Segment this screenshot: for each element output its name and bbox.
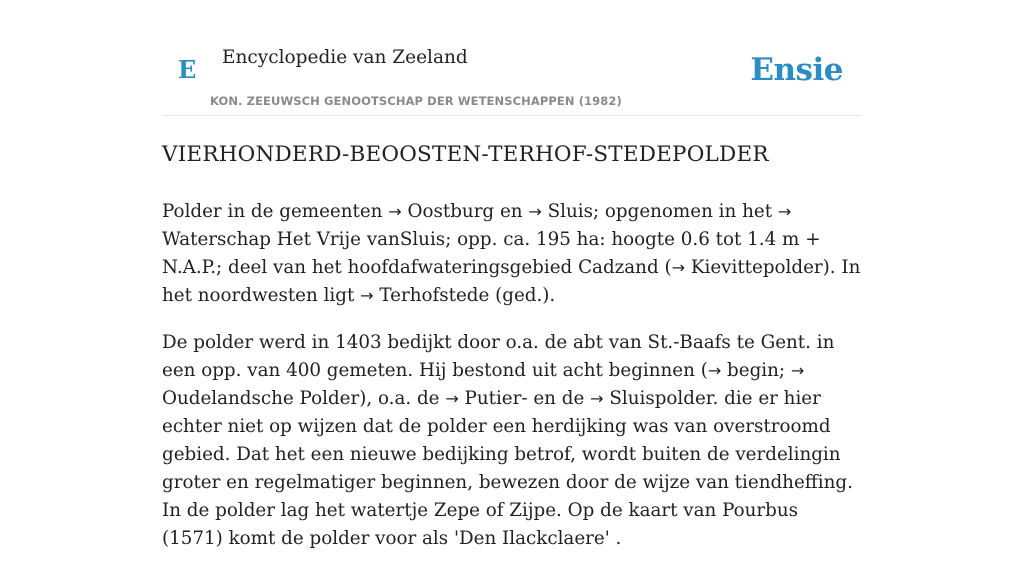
xref-label: Kievittepolder (690, 257, 823, 278)
xref-label: Sluis (547, 201, 593, 222)
arrow-icon: → (388, 202, 402, 221)
text-span: ). In het noordwesten ligt (162, 257, 861, 306)
arrow-icon: → (790, 361, 805, 380)
text-span: ), o.a. de (359, 388, 446, 409)
text-span: (ged.). (489, 285, 556, 306)
text-span: en (494, 201, 529, 222)
arrow-icon: → (590, 389, 604, 408)
xref-link[interactable] (360, 285, 489, 306)
entry-title: VIERHONDERD-BEOOSTEN-TERHOF-STEDEPOLDER (162, 142, 769, 167)
arrow-icon: → (528, 202, 542, 221)
xref-label: begin (727, 360, 779, 381)
arrow-icon: → (360, 286, 374, 305)
xref-link[interactable] (672, 257, 823, 278)
xref-link[interactable] (528, 201, 593, 222)
ensie-logo[interactable]: Ensie (750, 52, 843, 88)
xref-label: Putier- (464, 388, 528, 409)
arrow-icon: → (707, 361, 722, 380)
xref-label: Terhofstede (379, 285, 490, 306)
text-span: De polder werd in 1403 bedijkt door o.a. de abt van St.-Baafs te Gent. in een opp. van 400 gemeten. Hij bestond uit acht beginnen ( (162, 332, 835, 381)
xref-label: Sluispolder (609, 388, 713, 409)
xref-link[interactable] (445, 388, 527, 409)
xref-label: Oudelandsche Polder (162, 388, 360, 409)
paragraph-1 (162, 198, 862, 310)
publication-title[interactable]: Encyclopedie van Zeeland (222, 47, 468, 68)
publisher-label: KON. ZEEUWSCH GENOOTSCHAP DER WETENSCHAPPEN (1982) (210, 94, 622, 108)
paragraph-2 (162, 329, 862, 553)
text-span: ; (778, 360, 791, 381)
text-span: ; opp. ca. 195 ha: hoogte 0.6 tot 1.4 m + N.A.P.; deel van het hoofdafwateringsgebied Cadzand ( (162, 229, 821, 278)
arrow-icon: → (777, 202, 792, 221)
header (162, 0, 862, 116)
publication-logo[interactable]: E (178, 55, 197, 84)
xref-link[interactable] (708, 360, 779, 381)
xref-link[interactable] (388, 201, 494, 222)
text-span: ; opgenomen in het (592, 201, 778, 222)
text-span: . die er hier echter niet op wijzen dat de polder een herdijking was van overstroomd gebied. Dat het een nieuwe bedijking betrof, wordt buiten de verdelingin groter en regelmatiger beginnen, bewezen door de wijze van tiendheffing. In de polder lag het watertje Zepe of Zijpe. Op de kaart van Pourbus (1571) komt de polder voor als 'Den Ilackclaere' . (162, 388, 853, 549)
article (162, 140, 862, 572)
xref-link[interactable] (590, 388, 712, 409)
xref-label: Waterschap Het Vrije vanSluis (162, 229, 446, 250)
arrow-icon: → (445, 389, 459, 408)
arrow-icon: → (671, 258, 686, 277)
text-span: en de (527, 388, 591, 409)
text-span: Polder in de gemeenten (162, 201, 389, 222)
xref-label: Oostburg (407, 201, 495, 222)
